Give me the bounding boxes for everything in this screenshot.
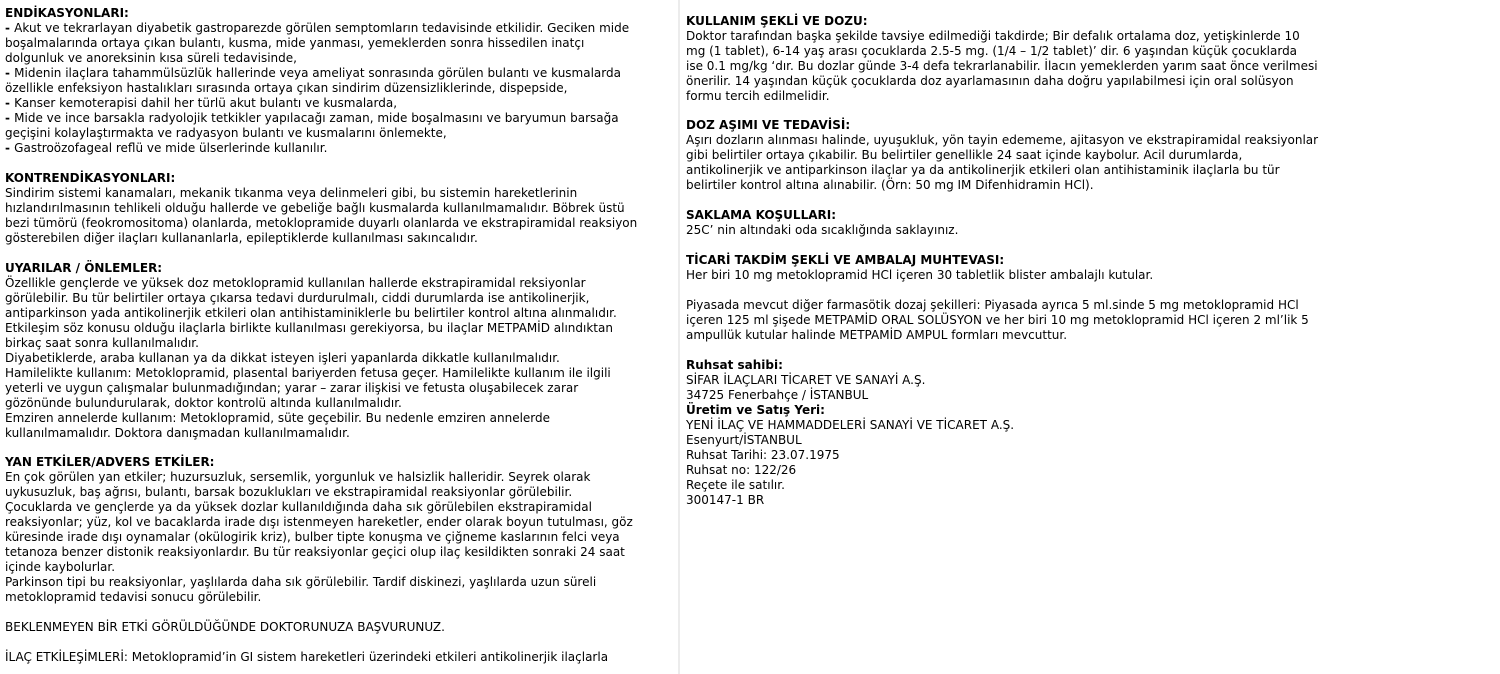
text-line: Esenyurt/İSTANBUL xyxy=(686,433,802,447)
section-uyarilar xyxy=(5,261,617,441)
text-line: Reçete ile satılır. xyxy=(686,478,785,492)
text-line: 34725 Fenerbahçe / İSTANBUL xyxy=(686,388,869,402)
text-line: Piyasada mevcut diğer farmasötik dozaj şekilleri: Piyasada ayrıca 5 ml.sinde 5 mg metoklopramid HCl xyxy=(686,298,1299,312)
text-line: metoklopramid tedavisi sonucu görülebilir. xyxy=(5,590,262,604)
text-line: geçişini kolaylaştırmakta ve radyasyon bulantı ve kusmalarını önlemekte, xyxy=(5,126,447,140)
section-kullanim xyxy=(686,14,1318,104)
text-line: En çok görülen yan etkiler; huzursuzluk, sersemlik, yorgunluk ve halsizlik halleridir. Seyrek olarak xyxy=(5,470,591,484)
text-line: Çocuklarda ve gençlerde ya da yüksek dozlar kullanıldığında daha sık görülebilen ekstrapiramidal xyxy=(5,500,592,514)
text-line: 300147-1 BR xyxy=(686,493,765,507)
text-line: Aşırı dozların alınması halinde, uyuşukluk, yön tayin edememe, ajitasyon ve ekstrapiramidal reaksiyonlar xyxy=(686,133,1319,147)
text-line: 25C’ nin altındaki oda sıcaklığında saklayınız. xyxy=(686,223,959,237)
text-line: - Gastroözofageal reflü ve mide ülserlerinde kullanılır. xyxy=(5,141,328,155)
text-line: - Akut ve tekrarlayan diyabetik gastroparezde görülen semptomların tedavisinde etkilidir. Geciken mide xyxy=(5,21,630,35)
text-line: belirtiler kontrol altına alınabilir. (Örn: 50 mg IM Difenhidramin HCl). xyxy=(686,178,1094,192)
text-line: Hamilelikte kullanım: Metoklopramid, plasental bariyerden fetusa geçer. Hamilelikte kullanım ile ilgili xyxy=(5,366,611,380)
text-line: küresinde irade dışı oynamalar (okülogirik kriz), bulber tipte konuşma ve çiğneme kaslarının felci veya xyxy=(5,530,620,544)
text-line: formu tercih edilmelidir. xyxy=(686,89,830,103)
text-line: içeren 125 ml şişede METPAMİD ORAL SOLÜSYON ve her biri 10 mg metoklopramid HCl içeren 2 ml’lik 5 xyxy=(686,313,1309,327)
text-line: Özellikle gençlerde ve yüksek doz metoklopramid kullanılan hallerde ekstrapiramidal reksiyonlar xyxy=(5,276,586,290)
text-line: boşalmalarında ortaya çıkan bulantı, kusma, mide yanması, yemeklerden sonra hissedilen inatçı xyxy=(5,36,585,50)
text-line: - Kanser kemoterapisi dahil her türlü akut bulantı ve kusmalarda, xyxy=(5,96,398,110)
text-line: Sindirim sistemi kanamaları, mekanik tıkanma veya delinmeleri gibi, bu sistemin hareketlerinin xyxy=(5,186,578,200)
text-line: Diyabetiklerde, araba kullanan ya da dikkat isteyen işleri yapanlarda dikkatle kullanılmalıdır. xyxy=(5,351,560,365)
text-line: antiparkinson yada antikolinerjik etkileri olan antihistaminiklerle bu belirtiler kontrol altına alınmalıdır. xyxy=(5,306,617,320)
text-line: önerilir. 14 yaşından küçük çocuklarda doz ayarlamasının daha doğru yapılabilmesi için oral solüsyon xyxy=(686,74,1294,88)
text-line: birkaç saat sonra kullanılmalıdır. xyxy=(5,336,199,350)
drug-interactions-line: İLAÇ ETKİLEŞİMLERİ: Metoklopramid’in GI sistem hareketleri üzerindeki etkileri antikolinerjik ilaçlarla xyxy=(5,650,609,664)
text-line: özellikle enfeksiyon hastalıkları sırasında ortaya çıkan sindirim düzensizliklerinde, dispepside, xyxy=(5,81,568,95)
section-body xyxy=(5,21,629,156)
text-line: Etkileşim söz konusu olduğu ilaçlarla birlikte kullanılması gerekiyorsa, bu ilaçlar METPAMİD alındıktan xyxy=(5,321,613,335)
text-line: mg (1 tablet), 6-14 yaş arası çocuklarda 2.5-5 mg. (1/4 – 1/2 tablet)’ dir. 6 yaşından küçük çocuklarda xyxy=(686,44,1298,58)
text-line: gözönünde bulundurularak, doktor kontrolü altında kullanılmalıdır. xyxy=(5,396,402,410)
text-line: ise 0.1 mg/kg ‘dır. Bu dozlar günde 3-4 defa tekrarlanabilir. İlacın yemeklerden yarım saat önce verilmesi xyxy=(686,59,1318,73)
section-heading: DOZ AŞIMI VE TEDAVİSİ: xyxy=(686,118,851,132)
section-ticari xyxy=(686,253,1153,283)
leaflet-page-right xyxy=(686,0,1362,674)
section-heading: TİCARİ TAKDİM ŞEKLİ VE AMBALAJ MUHTEVASI: xyxy=(686,253,1005,267)
section-piyasada xyxy=(686,298,1309,343)
section-uretim xyxy=(686,403,1014,508)
section-heading: Üretim ve Satış Yeri: xyxy=(686,403,825,417)
section-heading: Ruhsat sahibi: xyxy=(686,358,783,372)
text-line: yeterli ve uygun çalışmalar bulunmadığından; yarar – zarar ilişkisi ve fetusta oluşabilecek zarar xyxy=(5,381,579,395)
section-saklama xyxy=(686,208,958,238)
section-ruhsat-sahibi xyxy=(686,358,925,403)
text-line: görülebilir. Bu tür belirtiler ortaya çıkarsa tedavi durdurulmalı, ciddi durumlarda ise antikolinerjik, xyxy=(5,291,590,305)
page-gap xyxy=(678,0,680,674)
text-line: - Midenin ilaçlara tahammülsüzlük hallerinde veya ameliyat sonrasında görülen bulantı ve kusmalarda xyxy=(5,66,621,80)
text-line: gibi belirtiler ortaya çıkabilir. Bu belirtiler genellikle 24 saat içinde kaybolur. Acil durumlarda, xyxy=(686,148,1243,162)
section-heading: KULLANIM ŞEKLİ VE DOZU: xyxy=(686,14,868,28)
text-line: YENİ İLAÇ VE HAMMADDELERİ SANAYİ VE TİCARET A.Ş. xyxy=(686,418,1015,432)
text-line: gösterebilen diğer ilaçları kullananlarla, epileptiklerde kullanılması sakıncalıdır. xyxy=(5,231,478,245)
section-yan-etkiler xyxy=(5,455,633,605)
text-line: uykusuzluk, baş ağrısı, bulantı, barsak bozuklukları ve ekstrapiramidal reaksiyonlar görülebilir. xyxy=(5,485,573,499)
text-line: SİFAR İLAÇLARI TİCARET VE SANAYİ A.Ş. xyxy=(686,373,926,387)
section-kontrendikasyonlar xyxy=(5,171,637,246)
leaflet-page-left xyxy=(5,0,665,674)
text-line: tetanoza benzer distonik reaksiyonlardır. Bu tür reaksiyonlar geçici olup ilaç kesildikten sonraki 24 saat xyxy=(5,545,625,559)
text-line: ampullük kutular halinde METPAMİD AMPUL formları mevcuttur. xyxy=(686,328,1068,342)
section-heading: YAN ETKİLER/ADVERS ETKİLER: xyxy=(5,455,215,469)
text-line: dolgunluk ve anoreksinin kısa süreli tedavisinde, xyxy=(5,51,297,65)
text-line: reaksiyonlar; yüz, kol ve bacaklarda irade dışı istenmeyen hareketler, ender olarak boyun tutulması, göz xyxy=(5,515,633,529)
section-heading: KONTRENDİKASYONLARI: xyxy=(5,171,176,185)
text-line: bezi tümörü (feokromositoma) olanlarda, metoklopramide duyarlı olanlarda ve ekstrapiramidal reaksiyon xyxy=(5,216,638,230)
section-endikasyonlar xyxy=(5,6,629,156)
text-line: Doktor tarafından başka şekilde tavsiye edilmediği takdirde; Bir defalık ortalama doz, yetişkinlerde 10 xyxy=(686,29,1300,43)
text-line: içinde kaybolurlar. xyxy=(5,560,116,574)
text-line: hızlandırılmasının tehlikeli olduğu hallerde ve gebeliğe bağlı kusmalarda kullanılmamalıdır. Böbrek üstü xyxy=(5,201,625,215)
unexpected-effect-warning: BEKLENMEYEN BİR ETKİ GÖRÜLDÜĞÜNDE DOKTORUNUZA BAŞVURUNUZ. xyxy=(5,620,445,634)
section-doz-asimi xyxy=(686,118,1318,193)
text-line: kullanılmamalıdır. Doktora danışmadan kullanılmamalıdır. xyxy=(5,426,350,440)
text-line: antikolinerjik ve antiparkinson ilaçlar ya da antikolinerjik etkileri olan antihistaminik ilaçlarla bu tür xyxy=(686,163,1280,177)
section-heading: SAKLAMA KOŞULLARI: xyxy=(686,208,836,222)
text-line: Her biri 10 mg metoklopramid HCl içeren 30 tabletlik blister ambalajlı kutular. xyxy=(686,268,1154,282)
text-line: Parkinson tipi bu reaksiyonlar, yaşlılarda daha sık görülebilir. Tardif diskinezi, yaşlılarda uzun süreli xyxy=(5,575,597,589)
text-line: - Mide ve ince barsakla radyolojik tetkikler yapılacağı zaman, mide boşalmasını ve baryumun barsağa xyxy=(5,111,619,125)
text-line: Emziren annelerde kullanım: Metoklopramid, süte geçebilir. Bu nedenle emziren annelerde xyxy=(5,411,551,425)
text-line: Ruhsat Tarihi: 23.07.1975 xyxy=(686,448,840,462)
section-heading: ENDİKASYONLARI: xyxy=(5,6,129,20)
section-heading: UYARILAR / ÖNLEMLER: xyxy=(5,261,163,275)
text-line: Ruhsat no: 122/26 xyxy=(686,463,797,477)
